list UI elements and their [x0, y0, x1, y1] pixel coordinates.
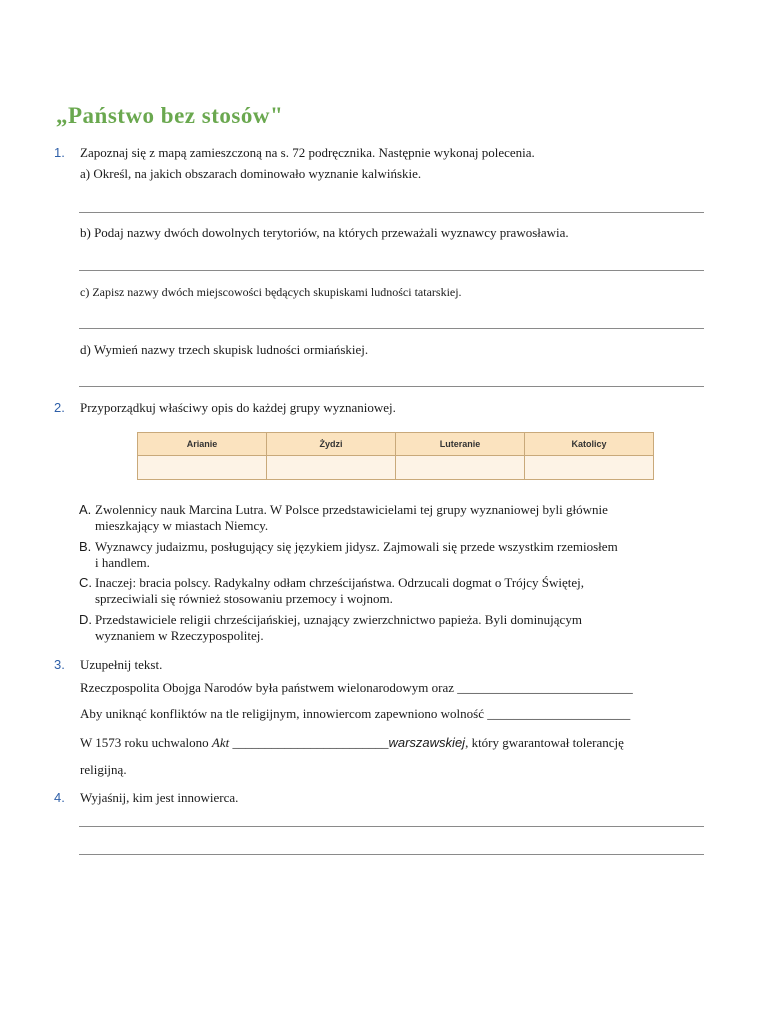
question-4-number: 4. — [54, 790, 65, 805]
answer-cell-katolicy[interactable] — [525, 456, 654, 480]
option-c-letter: C. — [79, 575, 92, 590]
option-a — [79, 502, 704, 536]
question-1a-text: a) Określ, na jakich obszarach dominowało wyznanie kalwińskie. — [80, 166, 422, 181]
option-a-letter: A. — [79, 502, 92, 517]
table-header-zydzi: Żydzi — [267, 433, 396, 456]
answer-cell-luteranie[interactable] — [396, 456, 525, 480]
fill-sentence-3-akt: Akt — [211, 735, 230, 750]
answer-line-1b[interactable] — [79, 270, 704, 271]
option-b-line-2: i handlem. — [95, 555, 150, 570]
question-3-text: Uzupełnij tekst. — [80, 657, 163, 672]
option-d-line-1: Przedstawiciele religii chrześcijańskiej, uznający zwierzchnictwo papieża. Byli dominującym — [95, 612, 582, 627]
table-header-katolicy: Katolicy — [525, 433, 654, 456]
fill-sentence-3-end: , który gwarantował tolerancję — [465, 735, 624, 750]
answer-line-4-first[interactable] — [79, 826, 704, 827]
fill-sentence-3-warszawskiej: warszawskiej — [388, 735, 466, 750]
religious-groups-table — [137, 432, 654, 480]
option-c-line-1: Inaczej: bracia polscy. Radykalny odłam chrześcijaństwa. Odrzucali dogmat o Trójcy Świętej, — [95, 575, 585, 590]
fill-sentence-3-continuation: religijną. — [80, 762, 127, 777]
answer-cell-zydzi[interactable] — [267, 456, 396, 480]
option-b-letter: B. — [79, 539, 92, 554]
answer-line-1d[interactable] — [79, 386, 704, 387]
page-title: „Państwo bez stosów" — [56, 103, 284, 128]
option-c-line-2: sprzeciwiali się również stosowaniu przemocy i wojnom. — [95, 591, 393, 606]
fill-sentence-2[interactable]: Aby uniknąć konfliktów na tle religijnym, innowiercom zapewniono wolność ______________________ — [80, 706, 631, 721]
answer-line-1a[interactable] — [79, 212, 704, 213]
fill-sentence-3 — [80, 735, 624, 751]
fill-blank-akt[interactable]: ________________________ — [232, 735, 389, 750]
table-header-luteranie: Luteranie — [396, 433, 525, 456]
question-2-number: 2. — [54, 400, 65, 415]
question-1d-text: d) Wymień nazwy trzech skupisk ludności ormiańskiej. — [80, 342, 369, 357]
question-1b-text: b) Podaj nazwy dwóch dowolnych terytoriów, na których przeważali wyznawcy prawosławia. — [80, 225, 569, 240]
option-d-line-2: wyznaniem w Rzeczypospolitej. — [95, 628, 264, 643]
question-4-text: Wyjaśnij, kim jest innowierca. — [80, 790, 239, 805]
fill-sentence-3-start: W 1573 roku uchwalono — [80, 735, 209, 750]
answer-cell-arianie[interactable] — [138, 456, 267, 480]
option-b — [79, 539, 704, 573]
answer-line-1c[interactable] — [79, 328, 704, 329]
answer-line-4-second[interactable] — [79, 854, 704, 855]
option-a-line-2: mieszkający w miastach Niemcy. — [95, 518, 269, 533]
option-c — [79, 575, 704, 609]
table-header-arianie: Arianie — [138, 433, 267, 456]
option-b-line-1: Wyznawcy judaizmu, posługujący się językiem jidysz. Zajmowali się przede wszystkim rzemiosłem — [95, 539, 618, 554]
option-d — [79, 612, 704, 646]
option-d-letter: D. — [79, 612, 92, 627]
question-1-text: Zapoznaj się z mapą zamieszczoną na s. 72 podręcznika. Następnie wykonaj polecenia. — [80, 145, 535, 160]
question-1-number: 1. — [54, 145, 65, 160]
question-3-number: 3. — [54, 657, 65, 672]
fill-sentence-1[interactable]: Rzeczpospolita Obojga Narodów była państwem wielonarodowym oraz ___________________________ — [80, 680, 633, 695]
question-1c-text: c) Zapisz nazwy dwóch miejscowości będących skupiskami ludności tatarskiej. — [80, 285, 462, 299]
question-2-text: Przyporządkuj właściwy opis do każdej grupy wyznaniowej. — [80, 400, 396, 415]
option-a-line-1: Zwolennicy nauk Marcina Lutra. W Polsce przedstawicielami tej grupy wyznaniowej byli głównie — [95, 502, 608, 517]
